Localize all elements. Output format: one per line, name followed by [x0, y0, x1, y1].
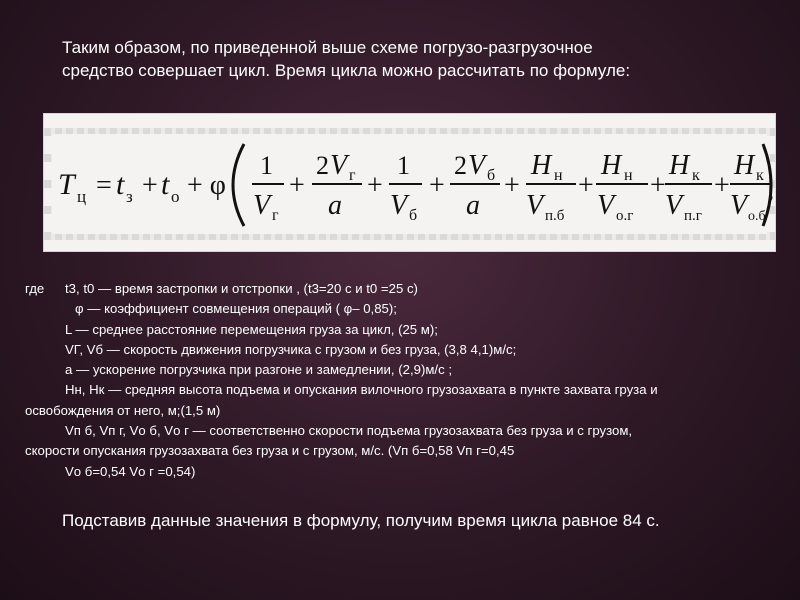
- def-speeds-cont: скорости опускания грузозахвата без груза и с грузом, м/с. (Vп б=0,58 Vп г=0,45: [25, 443, 515, 459]
- def-L: L — среднее расстояние перемещения груза за цикл, (25 м);: [65, 321, 438, 337]
- frac7-V: V: [665, 190, 683, 221]
- gde-label: где: [25, 281, 45, 296]
- frac8-H: H: [734, 150, 755, 181]
- def-Vg-Vb: VГ, Vб — скорость движения погрузчика с грузом и без груза, (3,8 4,1)м/с;: [65, 341, 517, 357]
- frac8-Hsub: к: [756, 167, 764, 184]
- intro-line-1: Таким образом, по приведенной выше схеме погрузо-разгрузочное: [62, 38, 593, 57]
- plus: +: [429, 170, 445, 201]
- def-Hn-Hk: Нн, Нк — средняя высота подъема и опускания вилочного грузозахвата в пункте захвата груза и: [65, 382, 658, 398]
- frac7-Hsub: к: [692, 167, 700, 184]
- formula-plus: +: [142, 170, 158, 201]
- frac6-Vsub: о.г: [616, 208, 634, 224]
- formula-lhs: T: [58, 168, 75, 201]
- frac3-V: V: [390, 190, 408, 221]
- frac2-sub: г: [349, 167, 356, 184]
- frac6-H: H: [601, 150, 622, 181]
- frac3-numerator: 1: [397, 151, 410, 180]
- plus: +: [650, 170, 666, 201]
- frac1-sub: г: [272, 207, 279, 224]
- def-phi: φ — коэффициент совмещения операций ( φ– 0,85);: [75, 301, 397, 317]
- frac2-a: a: [328, 190, 342, 221]
- def-speeds-values: Vо б=0,54 Vо г =0,54): [65, 463, 196, 479]
- frac6-V: V: [597, 190, 615, 221]
- frac4-two: 2: [454, 151, 467, 180]
- frac2-V: V: [330, 150, 348, 181]
- plus: +: [714, 170, 730, 201]
- intro-text: [62, 36, 762, 82]
- formula-eq: =: [96, 170, 112, 201]
- formula-image: [43, 113, 776, 252]
- plus: +: [289, 170, 305, 201]
- frac1-numerator: 1: [260, 151, 273, 180]
- plus: +: [578, 170, 594, 201]
- frac4-a: a: [466, 190, 480, 221]
- frac7-H: H: [669, 150, 690, 181]
- frac1-V: V: [253, 190, 271, 221]
- def-line-t3-t0: [25, 279, 785, 299]
- frac2-two: 2: [316, 151, 329, 180]
- frac6-Hsub: н: [624, 167, 633, 184]
- formula-phi: + φ: [187, 170, 226, 201]
- frac5-H: H: [531, 150, 552, 181]
- formula-lhs-sub: ц: [77, 187, 87, 206]
- formula-comma: ,: [768, 178, 774, 204]
- formula-t0-sub: о: [171, 187, 180, 206]
- def-speeds: Vп б, Vп г, Vо б, Vо г — соответственно скорости подъема грузозахвата без груза и с грузом,: [65, 423, 633, 439]
- def-Hn-Hk-cont: освобождения от него, м;(1,5 м): [25, 402, 221, 418]
- def-t3-t0: t3, t0 — время застропки и отстропки , (t3=20 с и t0 =25 с): [65, 281, 418, 296]
- def-a: а — ускорение погрузчика при разгоне и замедлении, (2,9)м/с ;: [65, 362, 452, 378]
- frac4-sub: б: [487, 167, 496, 184]
- frac8-V: V: [730, 190, 748, 221]
- cycle-time-formula: [44, 114, 775, 251]
- frac5-V: V: [526, 190, 544, 221]
- frac4-V: V: [468, 150, 486, 181]
- plus: +: [504, 170, 520, 201]
- formula-t3: t: [116, 168, 125, 201]
- frac5-Vsub: п.б: [545, 208, 565, 224]
- formula-t3-sub: з: [126, 187, 133, 206]
- formula-t0: t: [161, 168, 170, 201]
- intro-line-2: средство совершает цикл. Время цикла можно рассчитать по формуле:: [62, 61, 631, 80]
- plus: +: [367, 170, 383, 201]
- frac8-Vsub: о.б: [748, 209, 766, 224]
- frac3-sub: б: [409, 207, 418, 224]
- frac5-Hsub: н: [554, 167, 563, 184]
- conclusion-text: Подставив данные значения в формулу, получим время цикла равное 84 с.: [62, 511, 660, 530]
- frac7-Vsub: п.г: [684, 208, 702, 224]
- variable-definitions: [25, 279, 785, 482]
